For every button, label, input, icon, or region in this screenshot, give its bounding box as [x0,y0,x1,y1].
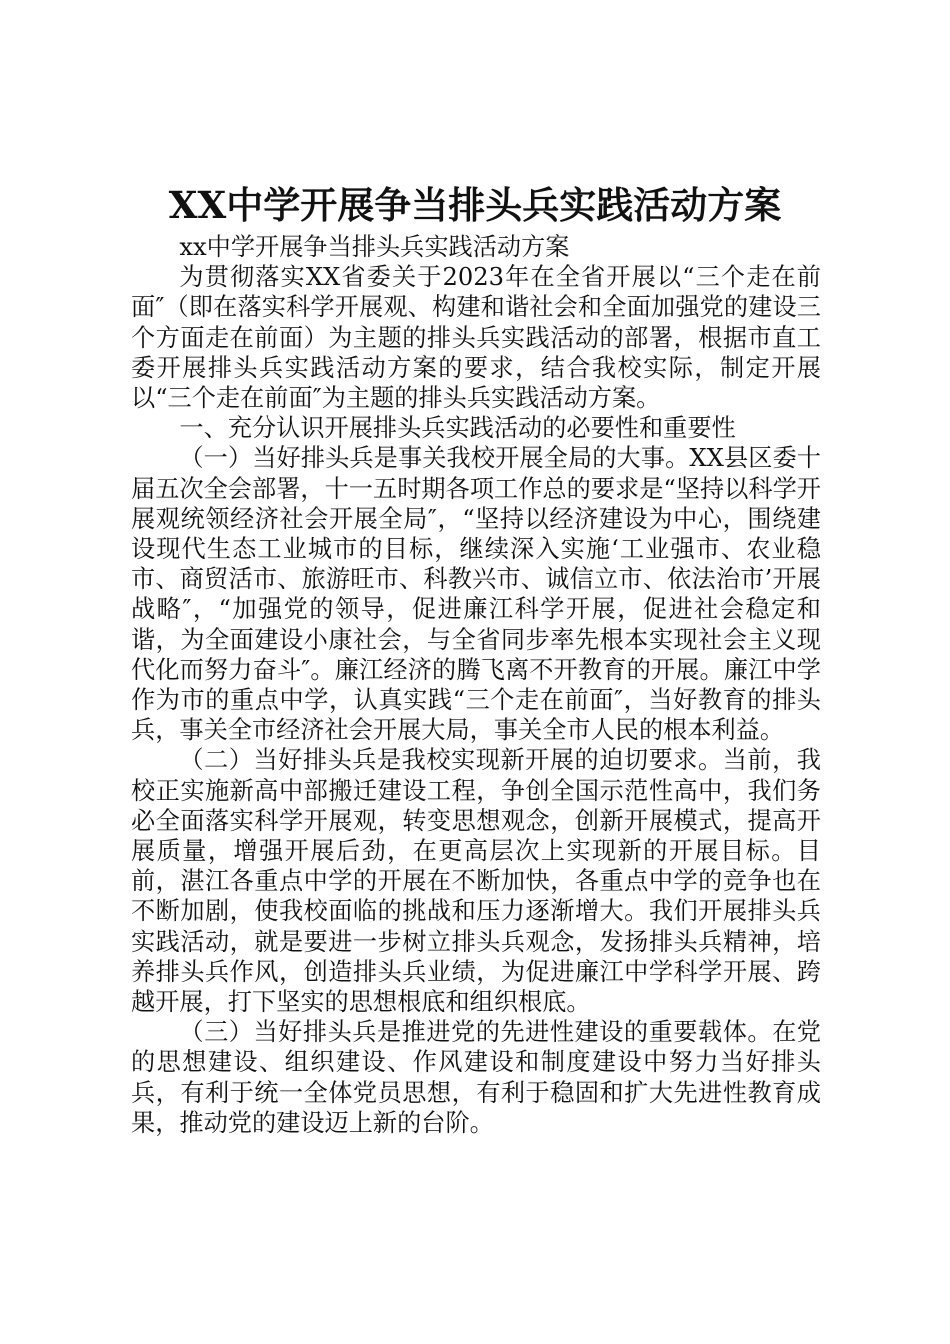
section-heading-1: 一、充分认识开展排头兵实践活动的必要性和重要性 [179,414,736,443]
paragraph-subtitle: xx中学开展争当排头兵实践活动方案 [179,233,570,261]
paragraph-point-1: （一）当好排头兵是事关我校开展全局的大事。XX县区委十届五次全会部署，十一五时期各项工作总的要求是“坚持以科学开展观统领经济社会开展全局″，“坚持以经济建设为中心，围绕建设现代生态工业城市的目标，继续深入实施‘工业强市、农业稳市、商贸活市、旅游旺市、科教兴市、诚信立市、依法治市’开展战略″，“加强党的领导，促进廉江科学开展，促进社会稳定和谐，为全面建设小康社会，与全省同步率先根本实现社会主义现代化而努力奋斗″。廉江经济的腾飞离不开教育的开展。廉江中学作为市的重点中学，认真实践“三个走在前面″，当好教育的排头兵，事关全市经济社会开展大局，事关全市人民的根本利益。 [131,444,821,745]
paragraph-point-3: （三）当好排头兵是推进党的先进性建设的重要载体。在党的思想建设、组织建设、作风建设和制度建设中努力当好排头兵，有利于统一全体党员思想，有利于稳固和扩大先进性教育成果，推动党的建设迈上新的台阶。 [131,1018,821,1137]
document-body [131,232,821,1138]
paragraph-point-2: （二）当好排头兵是我校实现新开展的迫切要求。当前，我校正实施新高中部搬迁建设工程，争创全国示范性高中，我们务必全面落实科学开展观，转变思想观念，创新开展模式，提高开展质量，增强开展后劲，在更高层次上实现新的开展目标。目前，湛江各重点中学的开展在不断加快，各重点中学的竞争也在不断加剧，使我校面临的挑战和压力逐渐增大。我们开展排头兵实践活动，就是要进一步树立排头兵观念，发扬排头兵精神，培养排头兵作风，创造排头兵业绩，为促进廉江中学科学开展、跨越开展，打下坚实的思想根底和组织根底。 [131,746,821,1017]
document-title: XX中学开展争当排头兵实践活动方案 [168,183,782,227]
paragraph-intro: 为贯彻落实XX省委关于2023年在全省开展以“三个走在前面″（即在落实科学开展观、构建和谐社会和全面加强党的建设三个方面走在前面）为主题的排头兵实践活动的部署，根据市直工委开展排头兵实践活动方案的要求，结合我校实际，制定开展以“三个走在前面″为主题的排头兵实践活动方案。 [131,263,821,413]
